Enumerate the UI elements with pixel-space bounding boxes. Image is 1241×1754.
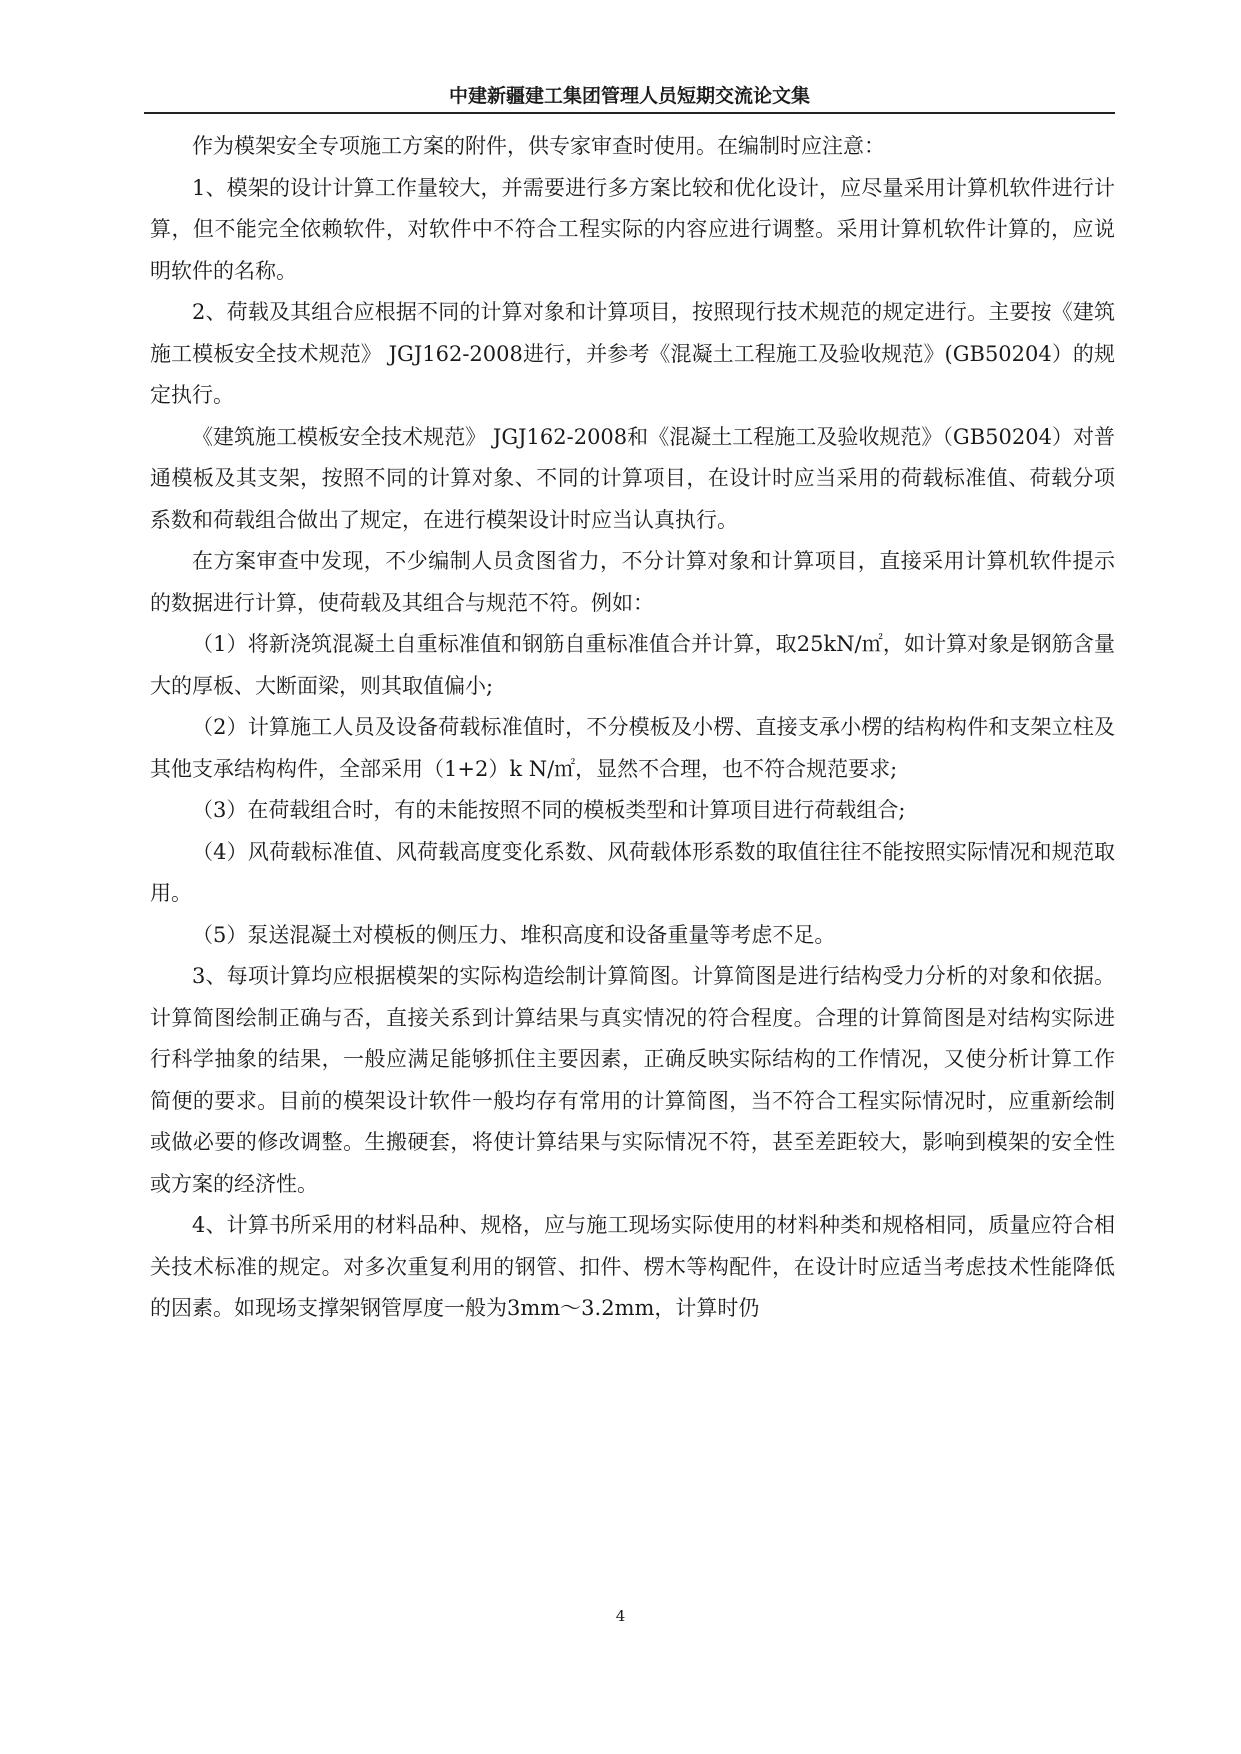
paragraph-example-3: （3）在荷载组合时，有的未能按照不同的模板类型和计算项目进行荷载组合; — [192, 798, 906, 822]
paragraph-standards: 《建筑施工模板安全技术规范》 JGJ162-2008和《混凝土工程施工及验收规范》（GB50204）对普通模板及其支架，按照不同的计算对象、不同的计算项目，在设计时应当采用的荷载标准值、荷载分项系数和荷载组合做出了规定，在进行模架设计时应当认真执行。 — [150, 424, 1115, 532]
paragraph-example-5: （5）泵送混凝土对模板的侧压力、堆积高度和设备重量等考虑不足。 — [192, 922, 836, 947]
paragraph-item-2: 2、荷载及其组合应根据不同的计算对象和计算项目，按照现行技术规范的规定进行。主要按《建筑施工模板安全技术规范》 JGJ162-2008进行，并参考《混凝土工程施工及验收规范》(GB50204）的规定执行。 — [150, 300, 1115, 407]
paragraph-item-3: 3、每项计算均应根据模架的实际构造绘制计算简图。计算简图是进行结构受力分析的对象和依据。计算简图绘制正确与否，直接关系到计算结果与真实情况的符合程度。合理的计算简图是对结构实际进行科学抽象的结果，一般应满足能够抓住主要因素，正确反映实际结构的工作情况，又使分析计算工作简便的要求。目前的模架设计软件一般均存有常用的计算简图，当不符合工程实际情况时，应重新绘制或做必要的修改调整。生搬硬套，将使计算结果与实际情况不符，甚至差距较大，影响到模架的安全性或方案的经济性。 — [150, 964, 1115, 1196]
page-number: 4 — [615, 1607, 626, 1625]
paragraph-item-4: 4、计算书所采用的材料品种、规格，应与施工现场实际使用的材料种类和规格相同，质量应符合相关技术标准的规定。对多次重复利用的钢管、扣件、楞木等构配件，在设计时应适当考虑技术性能降低的因素。如现场支撑架钢管厚度一般为3mm～3.2mm，计算时仍 — [150, 1213, 1115, 1320]
paragraph-example-1: （1）将新浇筑混凝土自重标准值和钢筋自重标准值合并计算，取25kN/㎡，如计算对象是钢筋含量大的厚板、大断面梁，则其取值偏小; — [150, 632, 1115, 698]
page-header-title: 中建新疆建工集团管理人员短期交流论文集 — [448, 85, 810, 107]
paragraph-example-4: （4）风荷载标准值、风荷载高度变化系数、风荷载体形系数的取值往往不能按照实际情况和规范取用。 — [150, 839, 1115, 905]
paragraph-example-2: （2）计算施工人员及设备荷载标准值时，不分模板及小楞、直接支承小楞的结构构件和支架立柱及其他支承结构构件，全部采用（1+2）k N/㎡，显然不合理，也不符合规范要求; — [150, 715, 1115, 781]
document-body — [150, 126, 1115, 1330]
paragraph-item-1: 1、模架的设计计算工作量较大，并需要进行多方案比较和优化设计，应尽量采用计算机软件进行计算，但不能完全依赖软件，对软件中不符合工程实际的内容应进行调整。采用计算机软件计算的，应说明软件的名称。 — [150, 175, 1115, 283]
paragraph-intro: 作为模架安全专项施工方案的附件，供专家审查时使用。在编制时应注意： — [192, 134, 885, 158]
header-divider — [144, 112, 1115, 114]
paragraph-review-findings: 在方案审查中发现，不少编制人员贪图省力，不分计算对象和计算项目，直接采用计算机软件提示的数据进行计算，使荷载及其组合与规范不符。例如： — [150, 549, 1115, 615]
